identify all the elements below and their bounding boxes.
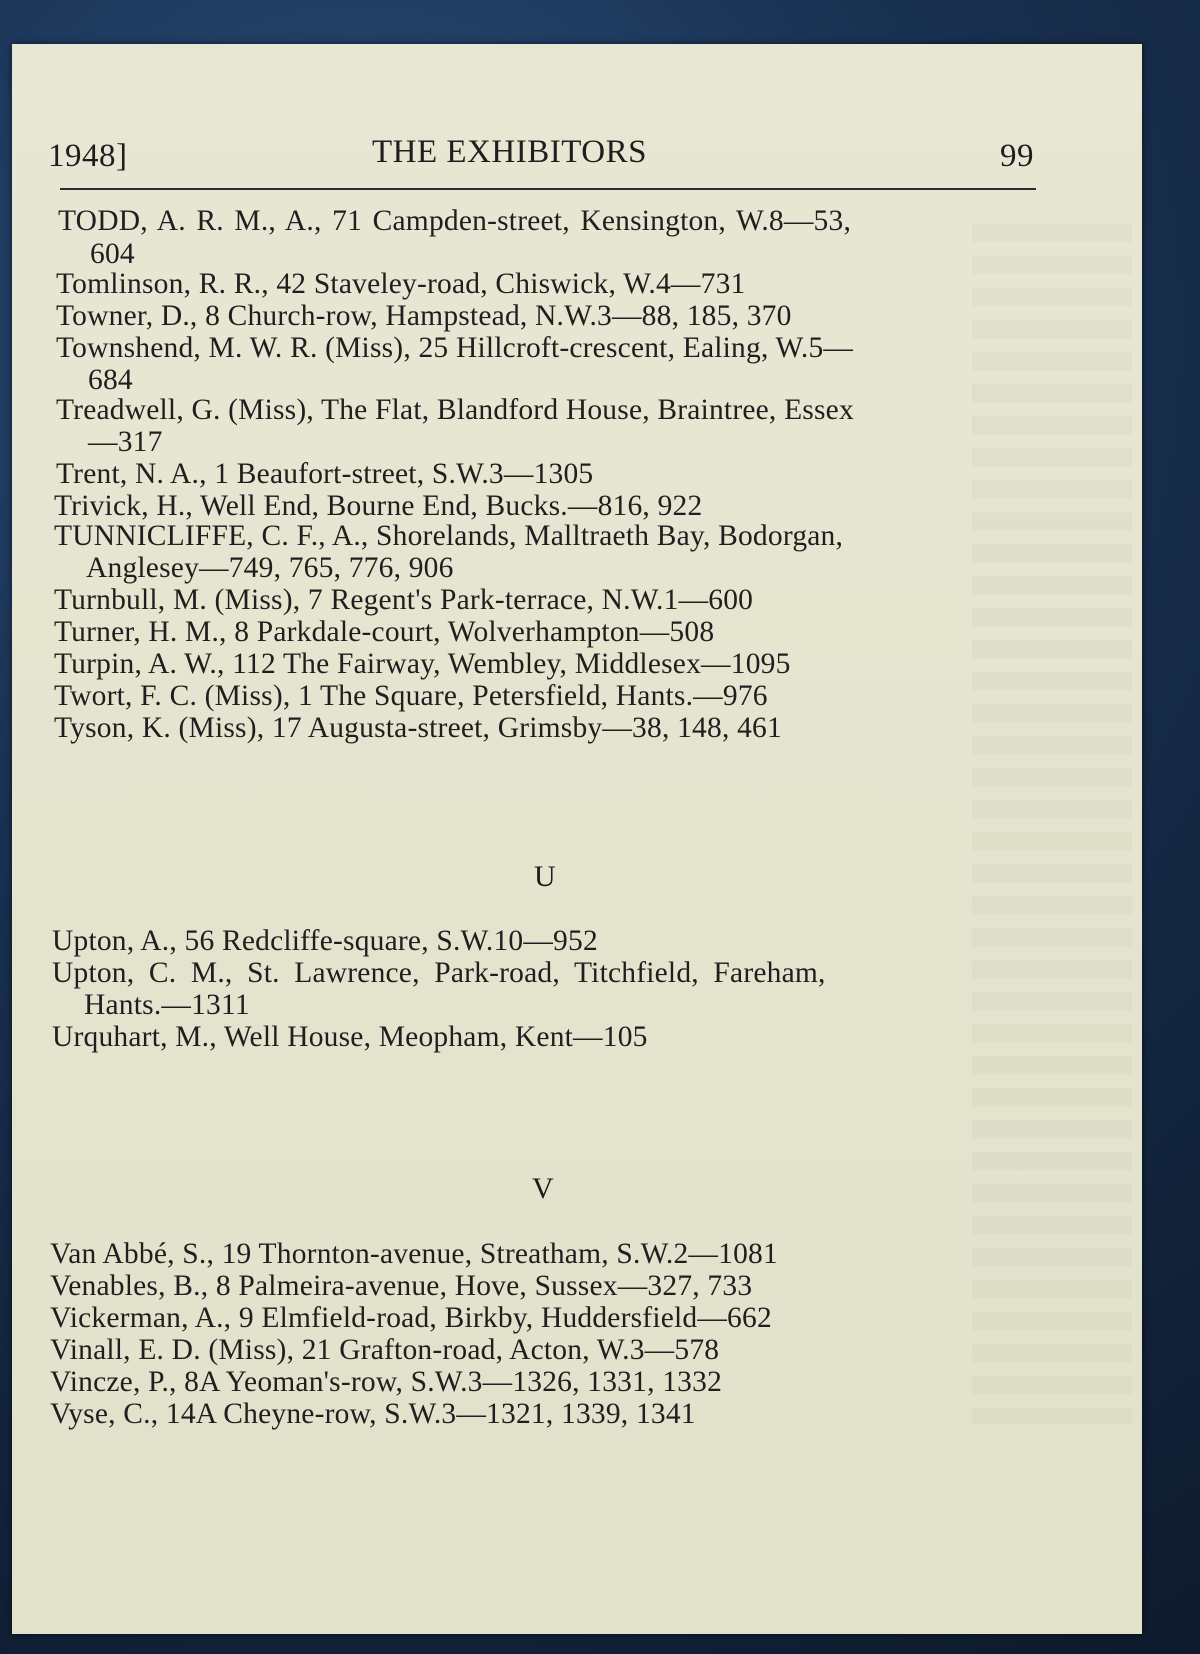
entry-line: Van Abbé, S., 19 Thornton-avenue, Streatham, S.W.2—1081 bbox=[50, 1238, 778, 1270]
entry-line: Turpin, A. W., 112 The Fairway, Wembley, Middlesex—1095 bbox=[54, 648, 791, 680]
entry-line: Anglesey—749, 765, 776, 906 bbox=[86, 552, 454, 584]
section-letter-v: V bbox=[532, 1172, 554, 1205]
entry-line: Vickerman, A., 9 Elmfield-road, Birkby, Huddersfield—662 bbox=[50, 1302, 772, 1334]
entry-line: Tyson, K. (Miss), 17 Augusta-street, Grimsby—38, 148, 461 bbox=[54, 712, 782, 744]
entry-line: Trent, N. A., 1 Beaufort-street, S.W.3—1305 bbox=[56, 458, 594, 490]
entry-line: Upton, C. M., St. Lawrence, Park-road, Titchfield, Fareham, bbox=[52, 957, 826, 989]
entry-line: Upton, A., 56 Redcliffe-square, S.W.10—952 bbox=[52, 925, 598, 957]
entry-line: Turnbull, M. (Miss), 7 Regent's Park-terrace, N.W.1—600 bbox=[54, 584, 754, 616]
entry-line: Treadwell, G. (Miss), The Flat, Blandford House, Braintree, Essex bbox=[56, 394, 854, 426]
entry-line: Turner, H. M., 8 Parkdale-court, Wolverhampton—508 bbox=[54, 616, 715, 648]
entry-line: 604 bbox=[90, 238, 135, 270]
entry-line: Vyse, C., 14A Cheyne-row, S.W.3—1321, 1339, 1341 bbox=[50, 1398, 696, 1430]
entry-line: Twort, F. C. (Miss), 1 The Square, Petersfield, Hants.—976 bbox=[54, 680, 768, 712]
entry-line: Trivick, H., Well End, Bourne End, Bucks.—816, 922 bbox=[54, 490, 703, 522]
entry-line: Towner, D., 8 Church-row, Hampstead, N.W.3—88, 185, 370 bbox=[56, 300, 792, 332]
page-number: 99 bbox=[1000, 138, 1034, 174]
entry-line: TODD, A. R. M., A., 71 Campden-street, Kensington, W.8—53, bbox=[58, 205, 852, 237]
section-letter-u: U bbox=[534, 860, 556, 893]
entry-line: Vinall, E. D. (Miss), 21 Grafton-road, Acton, W.3—578 bbox=[50, 1334, 720, 1366]
entry-line: —317 bbox=[88, 426, 163, 458]
entry-line: 684 bbox=[88, 364, 133, 396]
entry-line: Hants.—1311 bbox=[84, 989, 250, 1021]
entry-line: Venables, B., 8 Palmeira-avenue, Hove, Sussex—327, 733 bbox=[50, 1270, 753, 1302]
entry-line: Vincze, P., 8A Yeoman's-row, S.W.3—1326, 1331, 1332 bbox=[50, 1366, 723, 1398]
entry-line: Tomlinson, R. R., 42 Staveley-road, Chiswick, W.4—731 bbox=[56, 268, 746, 300]
entry-line: TUNNICLIFFE, C. F., A., Shorelands, Malltraeth Bay, Bodorgan, bbox=[54, 520, 844, 552]
entry-line: Urquhart, M., Well House, Meopham, Kent—105 bbox=[52, 1021, 648, 1053]
running-head-title: THE EXHIBITORS bbox=[372, 134, 647, 170]
entry-line: Townshend, M. W. R. (Miss), 25 Hillcroft-crescent, Ealing, W.5— bbox=[56, 332, 854, 364]
running-head-year: 1948] bbox=[48, 138, 128, 174]
